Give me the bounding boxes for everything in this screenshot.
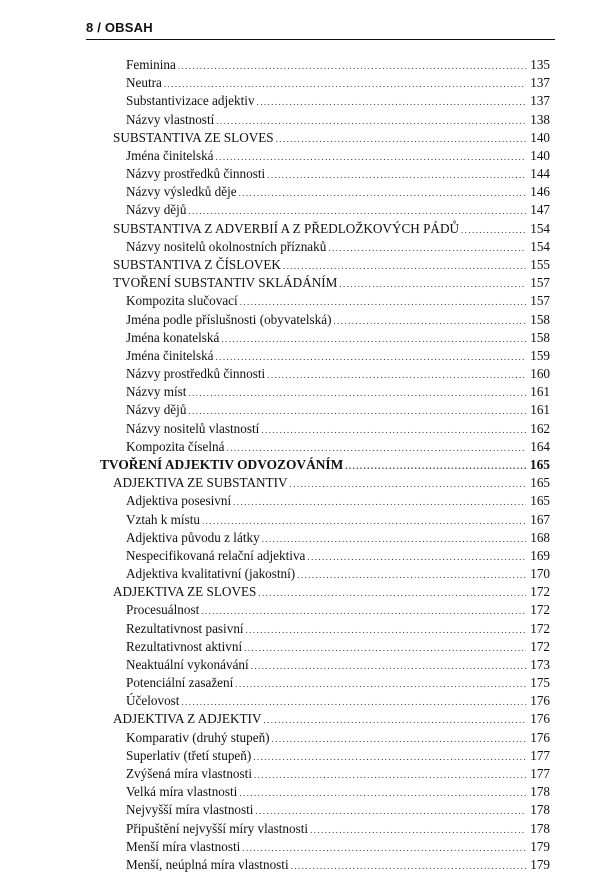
toc-entry: [100, 456, 550, 474]
toc-entry-label: Feminina: [126, 57, 176, 72]
toc-entry: [113, 256, 550, 274]
toc-entry-label: Názvy prostředků činnosti: [126, 166, 266, 182]
dot-leader: [202, 512, 526, 530]
toc-entry: [126, 56, 550, 74]
toc-entry-label: TVOŘENÍ ADJEKTIV ODVOZOVÁNÍM: [100, 456, 344, 472]
toc-entry-page: 176: [530, 693, 550, 709]
toc-entry-label: Názvy prostředků činnosti: [126, 366, 266, 382]
dot-leader: [254, 766, 526, 784]
dot-leader: [235, 675, 526, 693]
dot-leader: [461, 221, 526, 239]
toc-entry: [126, 820, 550, 838]
toc-entry: [126, 201, 550, 219]
dot-leader: [290, 475, 526, 493]
toc-entry: [126, 329, 550, 347]
dot-leader: [201, 602, 526, 620]
dot-leader: [239, 184, 526, 202]
toc-entry: [126, 311, 550, 329]
dot-leader: [258, 584, 526, 602]
toc-entry-label: Potenciální zasažení: [126, 675, 234, 691]
dot-leader: [251, 657, 526, 675]
toc-entry: [126, 365, 550, 383]
toc-entry-page: 172: [530, 584, 550, 600]
toc-entry: [126, 183, 550, 201]
dot-leader: [283, 257, 526, 275]
dot-leader: [272, 730, 526, 748]
toc-entry-page: 154: [530, 220, 550, 236]
dot-leader: [262, 530, 526, 548]
toc-entry-label: Názvy výsledků děje: [126, 184, 237, 200]
toc-entry-label: Nespecifikovaná relační adjektiva: [126, 547, 306, 563]
toc-entry-page: 178: [530, 820, 550, 836]
dot-leader: [216, 112, 526, 130]
toc-entry-page: 158: [530, 329, 550, 345]
dot-leader: [307, 548, 526, 566]
toc-entry: [126, 74, 550, 92]
toc-entry-label: Názvy nositelů okolnostních příznaků: [126, 238, 327, 254]
toc-entry-page: 154: [530, 238, 550, 254]
toc-entry-label: ADJEKTIVA ZE SLOVES: [113, 584, 257, 600]
dot-leader: [297, 566, 526, 584]
toc-entry: [126, 856, 550, 874]
toc-entry-page: 137: [530, 93, 550, 109]
toc-entry-page: 165: [530, 475, 550, 491]
toc-entry: [126, 92, 550, 110]
dot-leader: [188, 402, 526, 420]
dot-leader: [178, 57, 526, 75]
dot-leader: [239, 784, 526, 802]
toc-entry-label: Názvy dějů: [126, 202, 187, 218]
toc-entry-label: Superlativ (třetí stupeň): [126, 747, 252, 763]
toc-entry: [126, 438, 550, 456]
toc-entry-label: Názvy vlastností: [126, 111, 215, 127]
dot-leader: [328, 239, 526, 257]
toc-entry: [126, 783, 550, 801]
dot-leader: [216, 148, 526, 166]
dot-leader: [310, 821, 526, 839]
dot-leader: [339, 275, 526, 293]
toc-entry-label: Jména podle příslušnosti (obyvatelská): [126, 311, 332, 327]
toc-entry-page: 178: [530, 784, 550, 800]
dot-leader: [242, 839, 526, 857]
toc-entry-page: 162: [530, 420, 550, 436]
toc-entry-page: 135: [530, 57, 550, 72]
toc-entry-label: Komparativ (druhý stupeň): [126, 729, 270, 745]
toc-entry-page: 177: [530, 766, 550, 782]
toc-entry: [126, 729, 550, 747]
toc-entry-page: 175: [530, 675, 550, 691]
toc-entry-label: Velká míra vlastnosti: [126, 784, 238, 800]
toc-entry-label: Připuštění nejvyšší míry vlastnosti: [126, 820, 309, 836]
toc-entry: [126, 511, 550, 529]
toc-entry-label: Adjektiva původu z látky: [126, 529, 260, 545]
toc-entry-label: Kompozita číselná: [126, 438, 225, 454]
toc-entry-label: Jména konatelská: [126, 329, 220, 345]
toc-entry-page: 165: [529, 456, 550, 472]
dot-leader: [216, 348, 526, 366]
toc-entry: [126, 765, 550, 783]
toc-entry-page: 161: [530, 402, 550, 418]
toc-entry-page: 160: [530, 366, 550, 382]
toc-entry-page: 172: [530, 620, 550, 636]
toc-entry-page: 157: [530, 275, 550, 291]
page-header: [86, 20, 556, 35]
toc-entry: [126, 401, 550, 419]
toc-entry-page: 147: [530, 202, 550, 218]
toc-entry-page: 161: [530, 384, 550, 400]
toc-entry: [126, 692, 550, 710]
toc-entry-label: ADJEKTIVA Z ADJEKTIV: [113, 711, 262, 727]
toc-entry: [126, 165, 550, 183]
toc-entry-label: Kompozita slučovací: [126, 293, 238, 309]
toc-entry-label: Menší, neúplná míra vlastnosti: [126, 856, 289, 872]
toc-entry: [113, 274, 550, 292]
toc-entry-page: 159: [530, 347, 550, 363]
dot-leader: [255, 802, 526, 820]
toc-entry-page: 140: [530, 147, 550, 163]
toc-entry: [126, 656, 550, 674]
toc-entry-page: 164: [530, 438, 550, 454]
dot-leader: [246, 621, 526, 639]
toc-entry-page: 176: [530, 711, 550, 727]
dot-leader: [221, 330, 526, 348]
toc-entry-label: Neaktuální vykonávání: [126, 656, 249, 672]
toc-entry: [126, 147, 550, 165]
toc-entry: [126, 674, 550, 692]
dot-leader: [267, 166, 526, 184]
toc-entry-label: TVOŘENÍ SUBSTANTIV SKLÁDÁNÍM: [113, 275, 338, 291]
toc-entry: [113, 710, 550, 728]
header-separator: /: [93, 20, 105, 35]
toc-entry-label: Zvýšená míra vlastnosti: [126, 766, 252, 782]
dot-leader: [244, 639, 526, 657]
dot-leader: [333, 312, 526, 330]
toc-entry-page: 167: [530, 511, 550, 527]
toc-entry-label: Vztah k místu: [126, 511, 200, 527]
toc-entry-label: Procesuálnost: [126, 602, 200, 618]
toc-entry-page: 155: [530, 256, 550, 272]
toc-entry: [113, 583, 550, 601]
header-rule: [86, 39, 555, 40]
toc-entry-page: 158: [530, 311, 550, 327]
toc-entry-label: Rezultativnost aktivní: [126, 638, 243, 654]
dot-leader: [181, 693, 526, 711]
toc-entry-label: Jména činitelská: [126, 347, 214, 363]
toc-entry-label: Adjektiva posesivní: [126, 493, 232, 509]
toc-entry-page: 178: [530, 802, 550, 818]
toc-entry: [126, 111, 550, 129]
toc-entry-label: Substantivizace adjektiv: [126, 93, 255, 109]
dot-leader: [276, 130, 526, 148]
dot-leader: [227, 439, 526, 457]
toc-entry: [113, 220, 550, 238]
toc-entry-page: 172: [530, 638, 550, 654]
toc-entry-label: Názvy dějů: [126, 402, 187, 418]
dot-leader: [188, 384, 526, 402]
toc-entry-page: 172: [530, 602, 550, 618]
toc-entry-page: 138: [530, 111, 550, 127]
toc-entry-page: 179: [530, 838, 550, 854]
toc-entry: [126, 347, 550, 365]
toc-entry: [126, 601, 550, 619]
toc-entry: [126, 565, 550, 583]
toc-entry: [126, 383, 550, 401]
toc-entry-page: 176: [530, 729, 550, 745]
dot-leader: [261, 421, 526, 439]
toc-entry-label: Názvy míst: [126, 384, 187, 400]
toc-entry-page: 173: [530, 656, 550, 672]
toc-entry-page: 179: [530, 856, 550, 872]
dot-leader: [267, 366, 526, 384]
toc-entry-page: 157: [530, 293, 550, 309]
toc-entry-label: SUBSTANTIVA Z ADVERBIÍ A Z PŘEDLOŽKOVÝCH PÁDŮ: [113, 220, 459, 236]
dot-leader: [164, 75, 526, 93]
toc-entry: [126, 638, 550, 656]
toc-entry-label: ADJEKTIVA ZE SUBSTANTIV: [113, 475, 288, 491]
dot-leader: [291, 857, 526, 875]
page-number: 8: [86, 20, 94, 35]
toc-entry: [126, 801, 550, 819]
toc-entry: [126, 838, 550, 856]
toc-entry: [126, 747, 550, 765]
toc-entry-label: Adjektiva kvalitativní (jakostní): [126, 566, 296, 582]
toc-entry-page: 169: [530, 547, 550, 563]
toc-entry-label: Názvy nositelů vlastností: [126, 420, 260, 436]
toc-entry: [113, 129, 550, 147]
toc-entry-page: 168: [530, 529, 550, 545]
page-title: OBSAH: [104, 20, 153, 35]
toc-entry: [126, 547, 550, 565]
dot-leader: [263, 711, 526, 729]
toc-entry-label: Jména činitelská: [126, 147, 214, 163]
dot-leader: [188, 202, 526, 220]
dot-leader: [240, 293, 526, 311]
toc-entry-label: Neutra: [126, 75, 162, 91]
toc-entry-page: 137: [530, 75, 550, 91]
toc-entry-page: 165: [530, 493, 550, 509]
toc-entry-page: 177: [530, 747, 550, 763]
toc-entry-label: Nejvyšší míra vlastnosti: [126, 802, 254, 818]
toc-entry-label: SUBSTANTIVA Z ČÍSLOVEK: [113, 256, 281, 272]
toc-entry-label: Účelovost: [126, 693, 180, 709]
toc-entry: [126, 238, 550, 256]
toc-entry: [126, 420, 550, 438]
toc-entry: [113, 474, 550, 492]
dot-leader: [233, 493, 526, 511]
toc-entry-page: 140: [530, 129, 550, 145]
toc-entry-label: Rezultativnost pasivní: [126, 620, 244, 636]
toc-entry: [126, 529, 550, 547]
toc-entry-label: SUBSTANTIVA ZE SLOVES: [113, 129, 274, 145]
toc-entry: [126, 292, 550, 310]
toc-entry: [126, 492, 550, 510]
toc-entry-label: Menší míra vlastnosti: [126, 838, 241, 854]
dot-leader: [345, 457, 526, 475]
toc-entry-page: 146: [530, 184, 550, 200]
dot-leader: [257, 93, 526, 111]
dot-leader: [253, 748, 526, 766]
toc-entry-page: 144: [530, 166, 550, 182]
toc-entry-page: 170: [530, 566, 550, 582]
toc-entry: [126, 620, 550, 638]
